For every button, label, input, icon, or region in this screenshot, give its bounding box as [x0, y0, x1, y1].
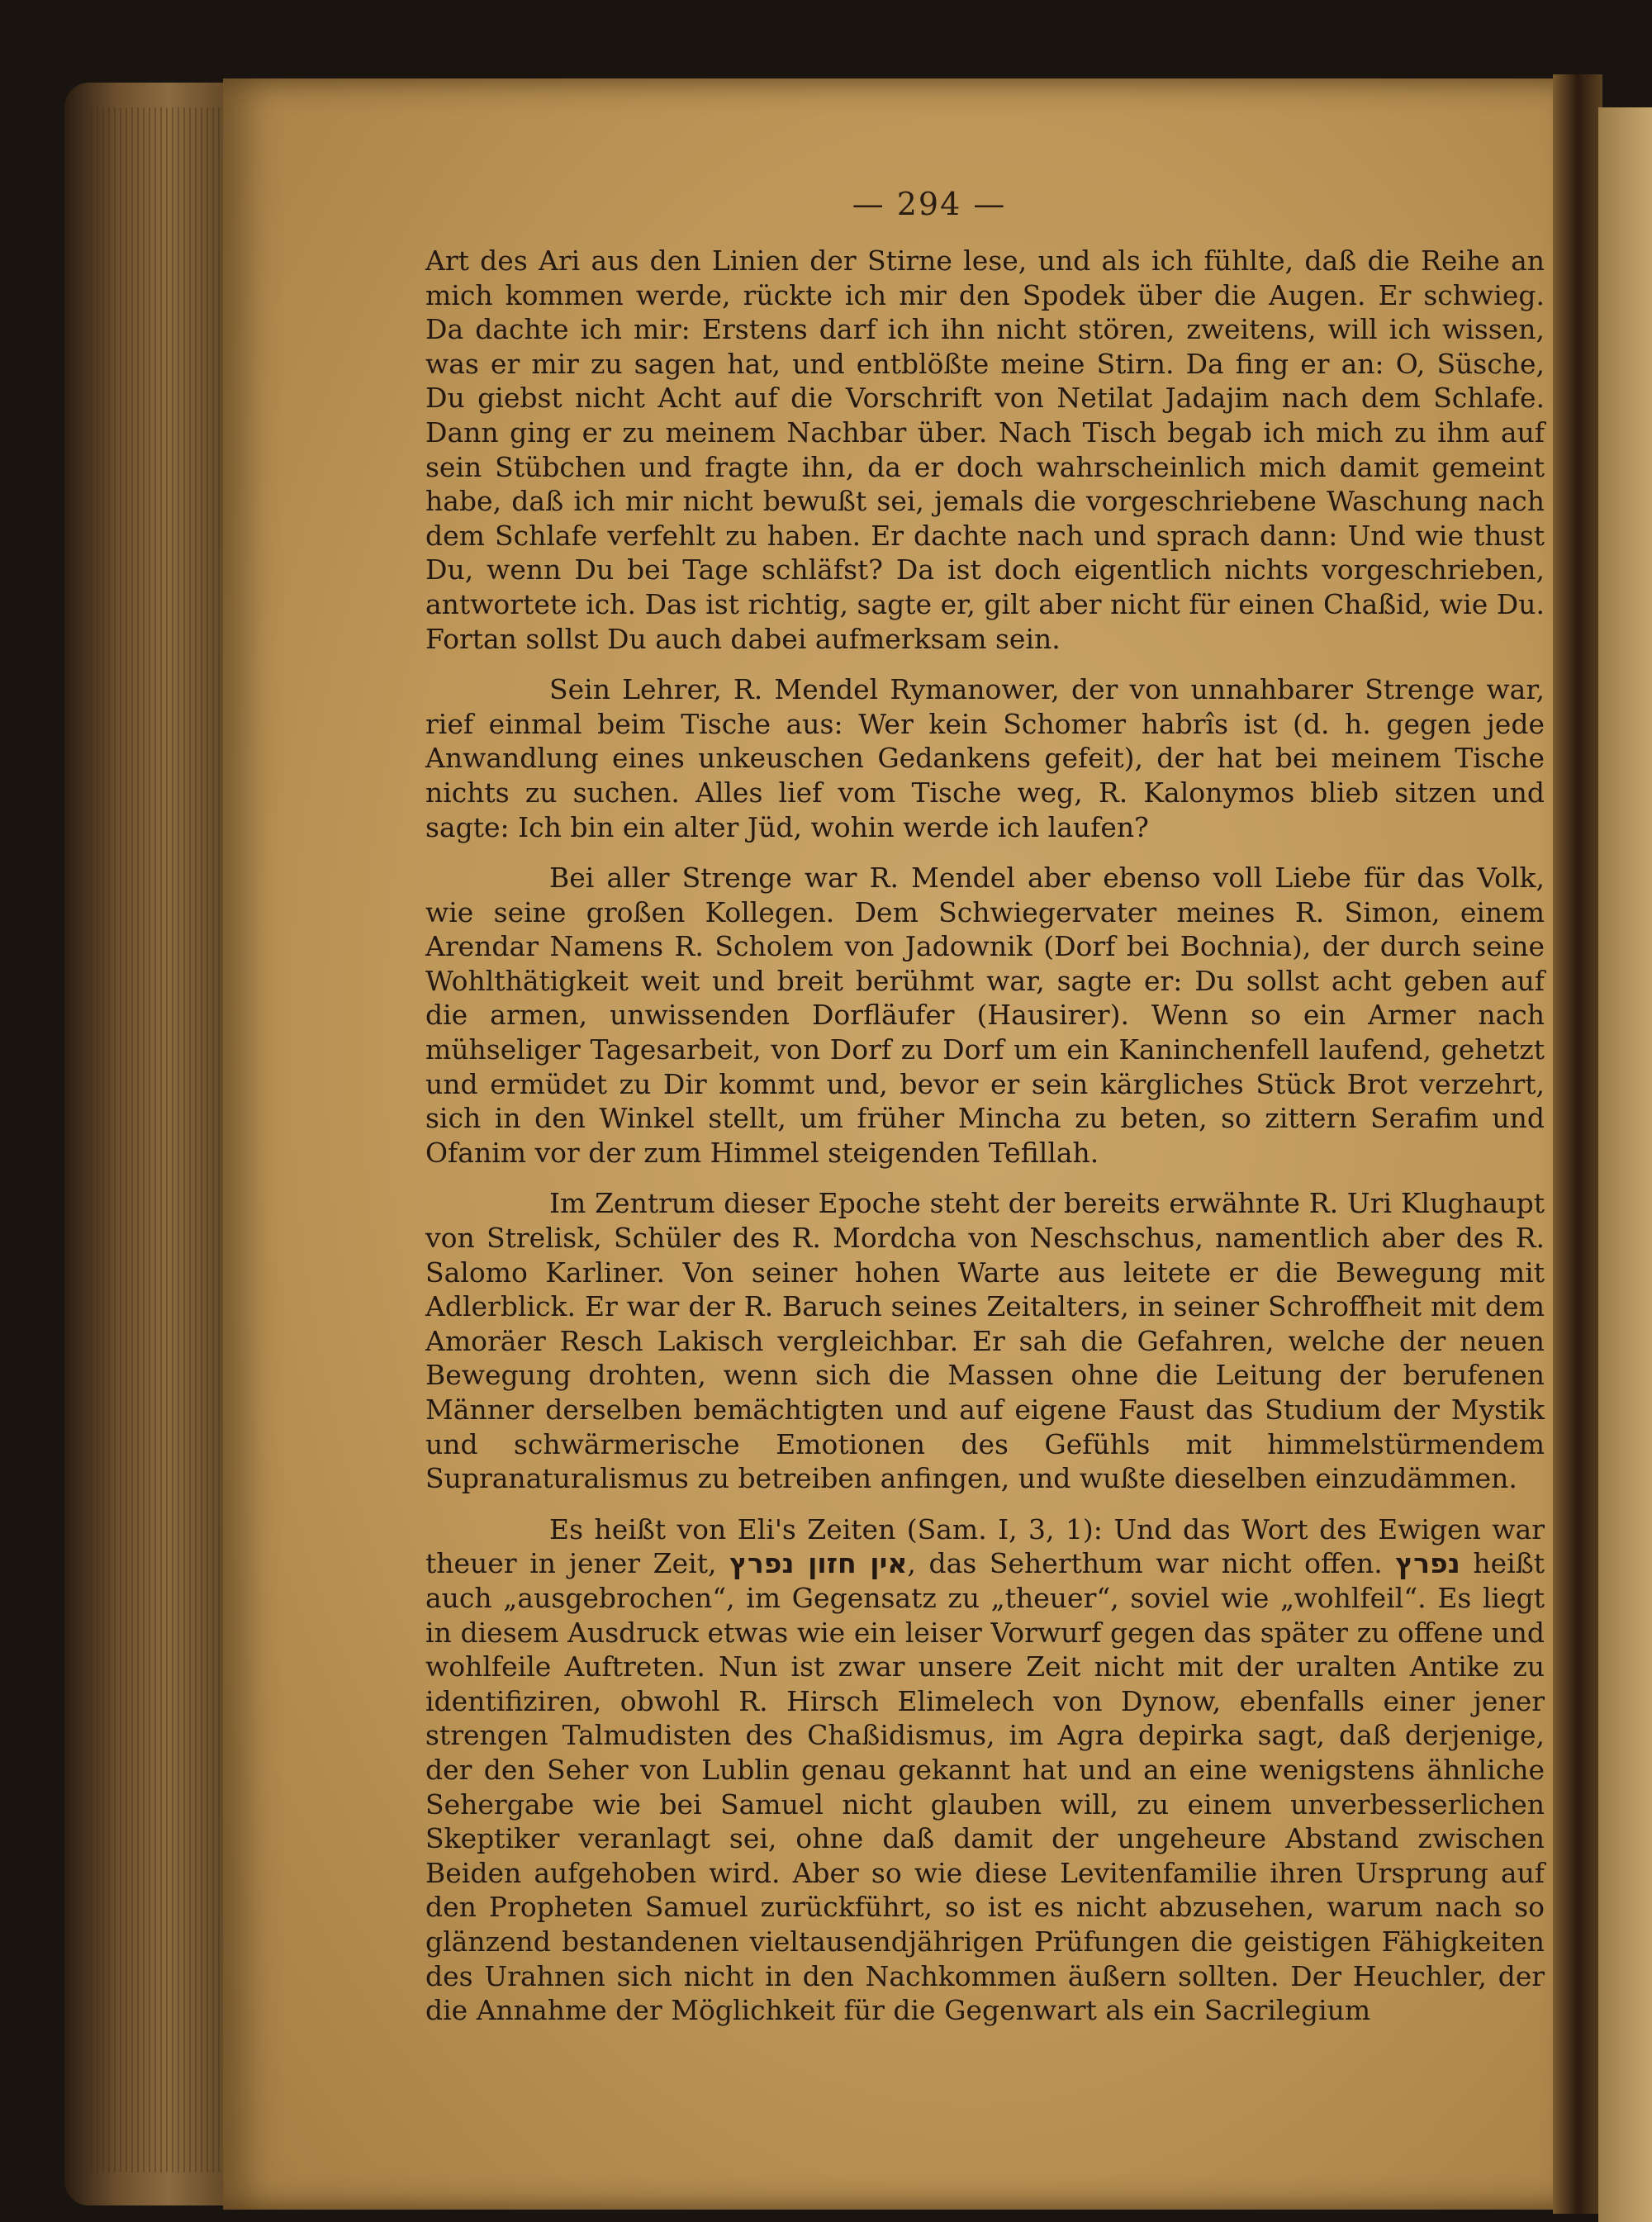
paragraph-5 [425, 1512, 1545, 2028]
paragraph-1: Art des Ari aus den Linien der Stirne lese, und als ich fühlte, daß die Reihe an mich kommen werde, rückte ich mir den Spodek über die Augen. Er schwieg. Da dachte ich mir: Erstens darf ich ihn nicht stören, zweitens, will ich wissen, was er mir zu sagen hat, und entblößte meine Stirn. Da fing er an: O, Süsche, Du giebst nicht Acht auf die Vorschrift von Netilat Jadajim nach dem Schlafe. Dann ging er zu meinem Nachbar über. Nach Tisch begab ich mich zu ihm auf sein Stübchen und fragte ihn, da er doch wahrscheinlich mich damit gemeint habe, daß ich mir nicht bewußt sei, jemals die vorgeschriebene Waschung nach dem Schlafe verfehlt zu haben. Er dachte nach und sprach dann: Und wie thust Du, wenn Du bei Tage schläfst? Da ist doch eigentlich nichts vorgeschrieben, antwortete ich. Das ist richtig, sagte er, gilt aber nicht für einen Chaßid, wie Du. Fortan sollst Du auch dabei aufmerksam sein. [425, 245, 1545, 655]
paragraph-5-part-3: heißt auch „ausgebrochen“, im Gegensatz zu „theuer“, soviel wie „wohlfeil“. Es liegt in diesem Ausdruck etwas wie ein leiser Vorwurf gegen das später zu offene und wohlfeile Auftreten. Nun ist zwar unsere Zeit nicht mit der uralten Antike zu identifiziren, obwohl R. Hirsch Elimelech von Dynow, ebenfalls einer jener strengen Talmudisten des Chaßidismus, im Agra depirka sagt, daß derjenige, der den Seher von Lublin genau gekannt hat und an eine wenigstens ähnliche Sehergabe wie bei Samuel nicht glauben will, zu einem unverbesserlichen Skeptiker veranlagt sei, ohne daß damit der ungeheure Abstand zwischen Beiden aufgehoben wird. Aber so wie diese Levitenfamilie ihren Ursprung auf den Propheten Samuel zurückführt, so ist es nicht abzusehen, warum nach so glänzend bestandenen vieltausendjährigen Prüfungen die geistigen Fähigkeiten des Urahnen sich nicht in den Nachkommen äußern sollten. Der Heuchler, der die Annahme der Möglichkeit für die Gegenwart als ein Sacrilegium [425, 1547, 1545, 2027]
paragraph-3: Bei aller Strenge war R. Mendel aber ebenso voll Liebe für das Volk, wie seine großen Kollegen. Dem Schwiegervater meines R. Simon, einem Arendar Namens R. Scholem von Jadownik (Dorf bei Bochnia), der durch seine Wohlthätigkeit weit und breit berühmt war, sagte er: Du sollst acht geben auf die armen, unwissenden Dorfläufer (Hausirer). Wenn so ein Armer nach mühseliger Tagesarbeit, von Dorf zu Dorf um ein Kaninchenfell laufend, gehetzt und ermüdet zu Dir kommt und, bevor er sein kärgliches Stück Brot verzehrt, sich in den Winkel stellt, um früher Mincha zu beten, so zittern Serafim und Ofanim vor der zum Himmel steigenden Tefillah. [425, 862, 1545, 1169]
page-edges [91, 107, 223, 2172]
book-gutter [1553, 74, 1602, 2214]
paragraph-2: Sein Lehrer, R. Mendel Rymanower, der von unnahbarer Strenge war, rief einmal beim Tische aus: Wer kein Schomer habrîs ist (d. h. gegen jede Anwandlung eines unkeuschen Gedankens gefeit), der hat bei meinem Tische nichts zu suchen. Alles lief vom Tische weg, R. Kalonymos blieb sitzen und sagte: Ich bin ein alter Jüd, wohin werde ich laufen? [425, 673, 1545, 843]
page-number: — 294 — [852, 186, 1007, 222]
hebrew-word: נפרץ [1395, 1547, 1460, 1580]
paragraph-4: Im Zentrum dieser Epoche steht der bereits erwähnte R. Uri Klughaupt von Strelisk, Schüler des R. Mordcha von Neschschus, namentlich aber des R. Salomo Karliner. Von seiner hohen Warte aus leitete er die Bewegung mit Adlerblick. Er war der R. Baruch seines Zeitalters, in seiner Schroffheit mit dem Amoräer Resch Lakisch vergleichbar. Er sah die Gefahren, welche der neuen Bewegung drohten, wenn sich die Massen ohne die Leitung der berufenen Männer derselben bemächtigten und auf eigene Faust das Studium der Mystik und schwärmerische Emotionen des Gefühls mit himmelstürmendem Supranaturalismus zu betreiben anfingen, und wußte dieselben einzudämmen. [425, 1187, 1545, 1495]
body-text [425, 244, 1545, 2044]
paragraph-5-part-2: , das Seherthum war nicht offen. [907, 1547, 1396, 1580]
next-page-edge [1598, 107, 1652, 2222]
hebrew-phrase: אין חזון נפרץ [729, 1547, 908, 1580]
paragraph-5-part-1: Es heißt von Eli's Zeiten (Sam. I, 3, 1): Und das Wort des Ewigen war theuer in jener Zeit, [425, 1512, 1545, 1580]
